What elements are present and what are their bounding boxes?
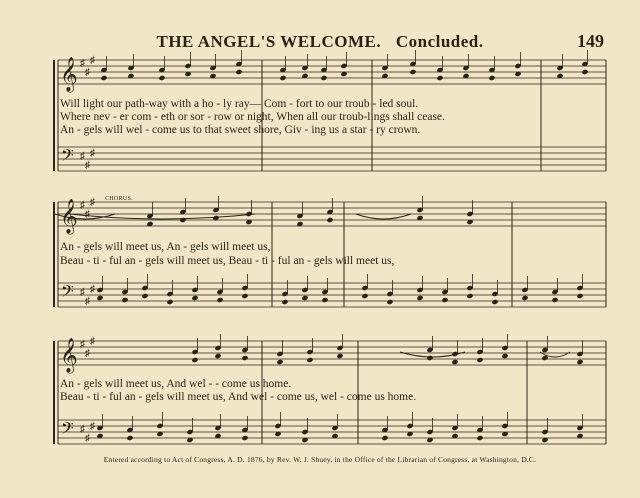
- system3-treble-note: [191, 357, 198, 363]
- page-number: 149: [577, 31, 604, 51]
- lyric-line-s2-2: Beau - ti - ful an - gels will meet us, Beau - ti - ful an - gels will meet us,: [60, 255, 395, 267]
- tie-slur: [356, 214, 411, 219]
- system3-key-signature: ♯: [85, 433, 90, 444]
- chorus-label: CHORUS.: [105, 196, 133, 202]
- system1-key-signature: ♯: [80, 151, 85, 162]
- system2-key-signature: ♯: [80, 200, 85, 211]
- system1-key-signature: ♯: [85, 67, 90, 78]
- system3-key-signature: ♯: [90, 421, 95, 432]
- system3-treble-note: [576, 359, 583, 365]
- system2-bass-note: [521, 295, 528, 301]
- system2-bass-note: [96, 295, 103, 301]
- system1-treble-note: [235, 69, 242, 75]
- system3-treble-note: [501, 353, 508, 359]
- system2-bass-note: [216, 297, 223, 303]
- system3-bass-clef: 𝄢: [61, 418, 74, 442]
- system1-bass-clef: 𝄢: [61, 145, 74, 169]
- title-subtitle: Concluded.: [395, 32, 484, 51]
- system3-treble-note: [426, 355, 433, 361]
- system1-key-signature: ♯: [90, 55, 95, 66]
- system2-treble-note: [326, 217, 333, 223]
- system1-treble-note: [488, 75, 495, 81]
- system1-treble-note: [100, 75, 107, 81]
- lyric-line-s1-2: Where nev - er com - eth or sor - row or night, When all our troub-lings shall cease.: [60, 111, 445, 123]
- system1-treble-note: [581, 69, 588, 75]
- system3-key-signature: ♯: [90, 336, 95, 347]
- system3-key-signature: ♯: [80, 339, 85, 350]
- system1-key-signature: ♯: [90, 148, 95, 159]
- system2-bass-note: [281, 299, 288, 305]
- system3-key-signature: ♯: [80, 424, 85, 435]
- lyric-line-s1-3: An - gels will wel - come us to that sweet shore, Giv - ing us a star - ry crown.: [60, 124, 421, 136]
- system3-key-signature: ♯: [85, 348, 90, 359]
- system2-bass-note: [241, 293, 248, 299]
- lyric-line-s2-1: An - gels will meet us, An - gels will meet us,: [60, 241, 271, 253]
- system2-bass-note: [466, 293, 473, 299]
- system1-treble-note: [436, 75, 443, 81]
- system3-treble-note: [306, 357, 313, 363]
- system2-bass-note: [361, 293, 368, 299]
- system2-bass-note: [191, 295, 198, 301]
- system2-bass-note: [441, 297, 448, 303]
- system2-treble-clef: 𝄞: [60, 199, 78, 234]
- system3-treble-note: [336, 353, 343, 359]
- system2-key-signature: ♯: [90, 284, 95, 295]
- system3-treble-note: [451, 359, 458, 365]
- system3-treble-note: [214, 353, 221, 359]
- system3-treble-note: [276, 359, 283, 365]
- system2-key-signature: ♯: [90, 197, 95, 208]
- system3-treble-clef: 𝄞: [60, 338, 78, 373]
- system3-treble-note: [476, 357, 483, 363]
- lyric-line-s1-1: Will light our path-way with a ho - ly ray— Com - fort to our troub - led soul.: [60, 98, 419, 110]
- system2-treble-note: [179, 217, 186, 223]
- title-text: THE ANGEL'S WELCOME.: [156, 32, 382, 51]
- system3-treble-note: [241, 355, 248, 361]
- system2-bass-note: [576, 293, 583, 299]
- system2-bass-note: [386, 299, 393, 305]
- system3-bass-note: [476, 435, 483, 441]
- system1-treble-note: [158, 75, 165, 81]
- system1-treble-note: [320, 75, 327, 81]
- system3-bass-note: [381, 435, 388, 441]
- system2-bass-note: [301, 295, 308, 301]
- lyric-line-s3-1: An - gels will meet us, And wel - - come us home.: [60, 378, 292, 390]
- system2-key-signature: ♯: [85, 296, 90, 307]
- system2-bass-note: [121, 297, 128, 303]
- system2-bass-note: [416, 295, 423, 301]
- system2-bass-note: [551, 297, 558, 303]
- system1-key-signature: ♯: [80, 58, 85, 69]
- copyright-footer: Entered according to Act of Congress, A. D. 1876, by Rev. W. J. Shuey, in the Office of the Librarian of Congress, at Washington, D.C.: [103, 455, 537, 464]
- system1-key-signature: ♯: [85, 160, 90, 171]
- system1-treble-note: [279, 75, 286, 81]
- system1-treble-clef: 𝄞: [60, 57, 78, 92]
- system3-bass-note: [241, 435, 248, 441]
- system2-bass-note: [166, 299, 173, 305]
- system2-key-signature: ♯: [85, 209, 90, 220]
- system2-bass-note: [321, 297, 328, 303]
- system3-bass-note: [126, 435, 133, 441]
- lyric-line-s3-2: Beau - ti - ful an - gels will meet us, And wel - come us, wel - come us home.: [60, 391, 417, 403]
- system2-bass-note: [141, 293, 148, 299]
- system2-key-signature: ♯: [80, 287, 85, 298]
- system2-bass-clef: 𝄢: [61, 281, 74, 305]
- system1-treble-note: [409, 69, 416, 75]
- system2-bass-note: [491, 299, 498, 305]
